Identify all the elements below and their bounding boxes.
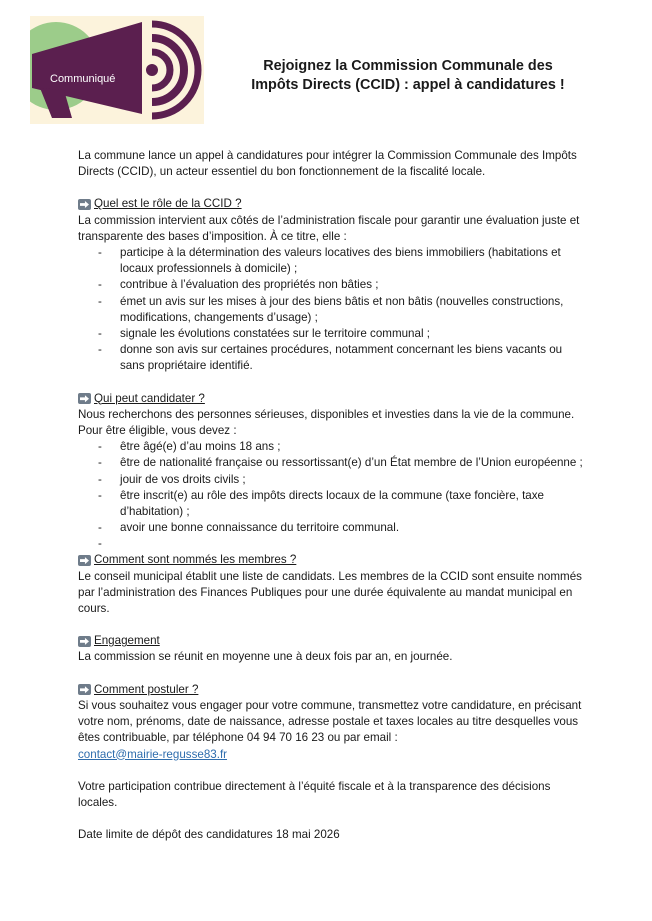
list-item: - émet un avis sur les mises à jour des biens bâtis et non bâtis (nouvelles constructions, modifications, changements d’usage) ; [98,294,564,324]
document-body [78,148,588,843]
contact-email-link[interactable]: contact@mairie-regusse83.fr [78,747,228,761]
logo-label: Communiqué [50,73,116,85]
arrow-right-icon [78,393,91,404]
apply-heading [78,682,588,698]
list-item: - être âgé(e) d’au moins 18 ans ; [98,440,281,454]
apply-heading-text: Comment postuler ? [94,682,199,696]
deadline-text: Date limite de dépôt des candidatures 18 mai 2026 [78,828,340,842]
arrow-right-icon [78,684,91,695]
closing-paragraph: Votre participation contribue directement à l’équité fiscale et à la transparence des décisions locales. [78,779,551,809]
list-item: - avoir une bonne connaissance du territoire communal. [98,521,400,535]
megaphone-icon [30,16,204,124]
title-line-2: Impôts Directs (CCID) : appel à candidatures ! [251,77,565,93]
list-item: - donne son avis sur certaines procédures, notamment concernant les biens vacants ou sans propriétaire identifié. [98,343,563,373]
page-title [218,57,598,95]
intro-paragraph: La commune lance un appel à candidatures pour intégrer la Commission Communale des Impôts Directs (CCID), un acteur essentiel du bon fonctionnement de la fiscalité locale. [78,149,577,179]
eligibility-list [78,439,588,552]
role-heading-text: Quel est le rôle de la CCID ? [94,197,242,211]
appointment-heading-text: Comment sont nommés les membres ? [94,553,297,567]
list-item: - être inscrit(e) au rôle des impôts directs locaux de la commune (taxe foncière, taxe d’habitation) ; [98,488,545,519]
commitment-heading [78,633,588,649]
appointment-text: Le conseil municipal établit une liste de candidats. Les membres de la CCID sont ensuite nommés par l’administration des Finances Publiques pour une durée équivalente au mandat municipal en cours. [78,569,582,616]
communique-logo [30,16,204,124]
role-heading [78,196,588,212]
commitment-text: La commission se réunit en moyenne une à deux fois par an, en journée. [78,650,453,664]
role-text: La commission intervient aux côtés de l’administration fiscale pour garantir une évaluation juste et transparente des bases d’imposition. À ce titre, elle : [78,213,580,243]
arrow-right-icon [78,636,91,647]
title-line-1: Rejoignez la Commission Communale des [263,58,553,74]
list-item: - participe à la détermination des valeurs locatives des biens immobiliers (habitations et locaux professionnels à domicile) ; [98,246,561,276]
list-item: - [98,537,102,551]
appointment-heading [78,552,588,568]
list-item: - jouir de vos droits civils ; [98,472,246,486]
apply-text: Si vous souhaitez vous engager pour votre commune, transmettez votre candidature, en précisant votre nom, prénoms, date de naissance, adresse postale et taxes locales au titre desquelles vous êtes contribuable, par téléphone 04 94 70 16 23 ou par email : [78,698,582,745]
eligibility-heading-text: Qui peut candidater ? [94,391,205,405]
eligibility-text: Nous recherchons des personnes sérieuses, disponibles et investies dans la vie de la commune. Pour être éligible, vous devez : [78,407,575,438]
arrow-right-icon [78,199,91,210]
list-item: - contribue à l’évaluation des propriétés non bâties ; [98,278,379,292]
role-list [78,245,588,375]
list-item: - signale les évolutions constatées sur le territoire communal ; [98,327,430,341]
list-item: - être de nationalité française ou ressortissant(e) d’un État membre de l’Union européenne ; [98,456,583,470]
eligibility-heading [78,391,588,407]
commitment-heading-text: Engagement [94,634,160,648]
arrow-right-icon [78,555,91,566]
